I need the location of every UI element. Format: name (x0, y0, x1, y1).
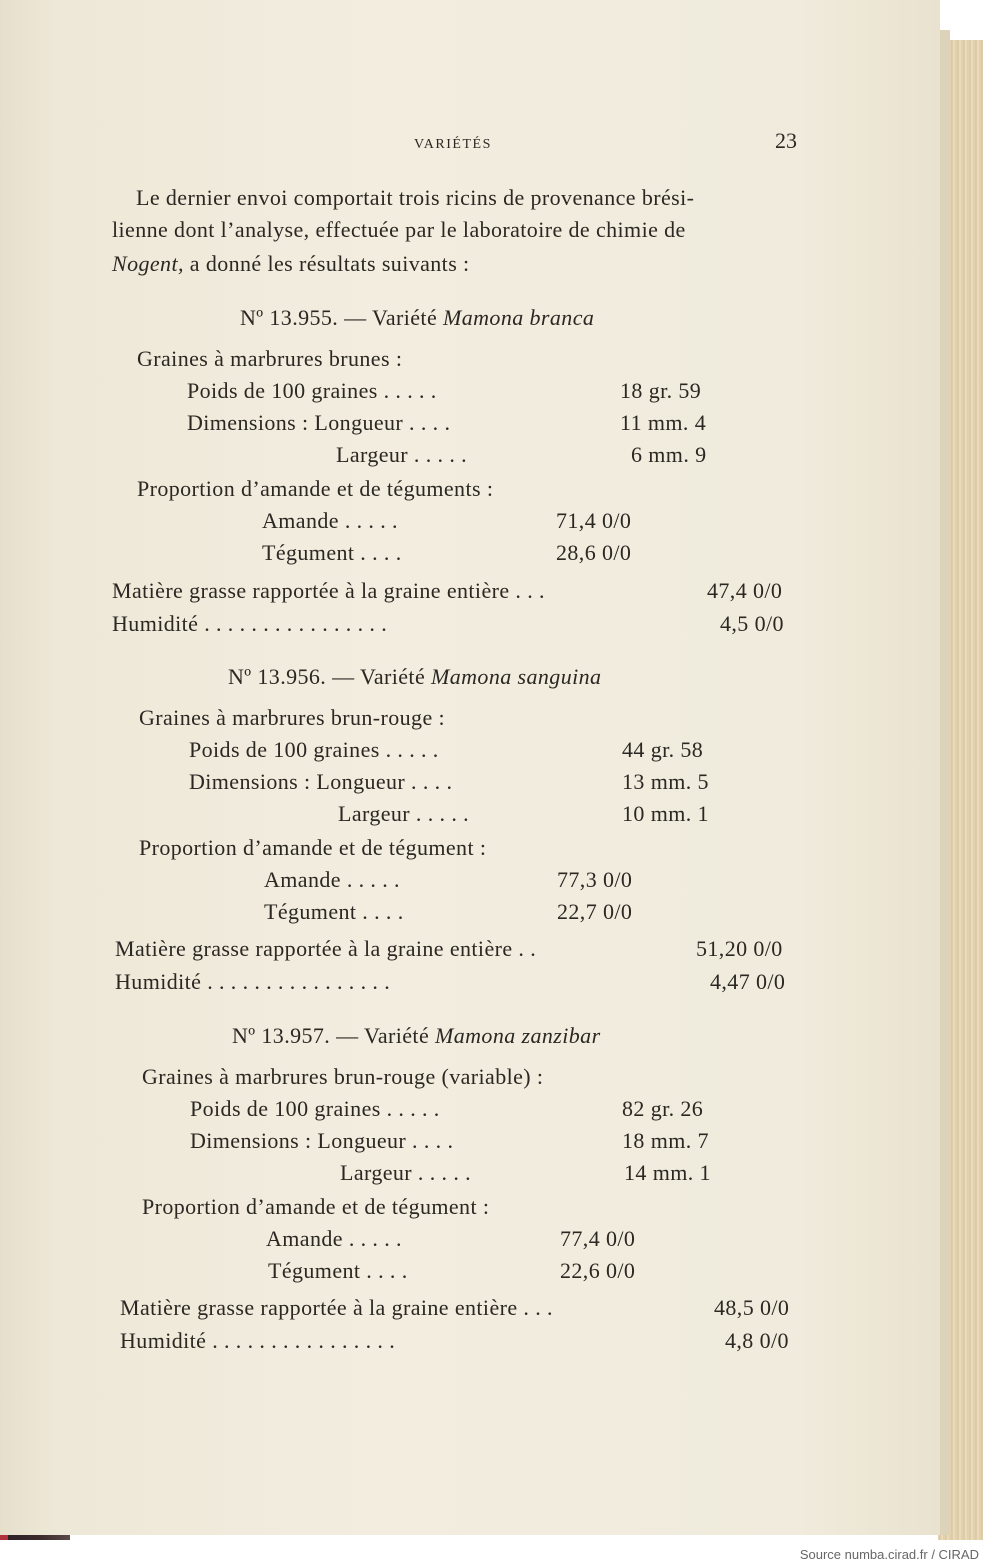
section-2-amande-value: 77,3 0/0 (557, 867, 633, 892)
section-3-humidite-label: Humidité . . . . . . . . . . . . . . . . (120, 1328, 396, 1353)
section-1-number: Nº 13.955. — Variété (240, 305, 444, 330)
section-3-poids-value: 82 gr. 26 (622, 1096, 704, 1121)
section-3-tegument-value: 22,6 0/0 (560, 1258, 636, 1283)
section-1-largeur-label: Largeur . . . . . (336, 442, 468, 467)
section-2-amande-label: Amande . . . . . (264, 867, 400, 892)
intro-line-2: lienne dont l’analyse, effectuée par le laboratoire de chimie de (112, 217, 686, 242)
section-1-amande-label: Amande . . . . . (262, 508, 398, 533)
section-3-largeur-value: 14 mm. 1 (624, 1160, 711, 1185)
section-1-longueur-label: Dimensions : Longueur . . . . (187, 410, 451, 435)
section-3-graines: Graines à marbrures brun-rouge (variable) : (142, 1064, 544, 1089)
section-2-tegument-label: Tégument . . . . (264, 899, 404, 924)
section-3-matiere-label: Matière grasse rapportée à la graine entière . . . (120, 1295, 553, 1320)
section-1-tegument-value: 28,6 0/0 (556, 540, 632, 565)
section-1-matiere-value: 47,4 0/0 (707, 578, 783, 603)
section-2-humidite-value: 4,47 0/0 (710, 969, 786, 994)
section-2-variety: Mamona sanguina (431, 664, 602, 689)
page-number: 23 (775, 128, 797, 153)
section-2-poids-value: 44 gr. 58 (622, 737, 704, 762)
source-credit: Source numba.cirad.fr / CIRAD (799, 1547, 979, 1562)
intro-line-3-rest: a donné les résultats suivants : (183, 251, 470, 276)
section-3-amande-label: Amande . . . . . (266, 1226, 402, 1251)
intro-line-1: Le dernier envoi comportait trois ricins de provenance brési- (136, 185, 695, 210)
section-2-matiere-value: 51,20 0/0 (696, 936, 783, 961)
intro-line-3 (112, 251, 470, 277)
section-2-number: Nº 13.956. — Variété (228, 664, 432, 689)
section-1-poids-label: Poids de 100 graines . . . . . (187, 378, 437, 403)
section-2-humidite-label: Humidité . . . . . . . . . . . . . . . . (115, 969, 391, 994)
section-1-largeur-value: 6 mm. 9 (631, 442, 707, 467)
section-3-amande-value: 77,4 0/0 (560, 1226, 636, 1251)
section-3-title (232, 1023, 601, 1049)
section-3-largeur-label: Largeur . . . . . (340, 1160, 472, 1185)
section-2-proportion: Proportion d’amande et de tégument : (139, 835, 487, 860)
section-1-variety: Mamona branca (443, 305, 595, 330)
section-2-tegument-value: 22,7 0/0 (557, 899, 633, 924)
section-3-humidite-value: 4,8 0/0 (725, 1328, 789, 1353)
section-2-poids-label: Poids de 100 graines . . . . . (189, 737, 439, 762)
section-1-matiere-label: Matière grasse rapportée à la graine entière . . . (112, 578, 545, 603)
section-1-humidite-value: 4,5 0/0 (720, 611, 784, 636)
intro-nogent: Nogent, (112, 251, 184, 276)
section-2-graines: Graines à marbrures brun-rouge : (139, 705, 446, 730)
section-1-proportion: Proportion d’amande et de téguments : (137, 476, 494, 501)
section-1-graines: Graines à marbrures brunes : (137, 346, 403, 371)
section-2-title (228, 664, 601, 690)
section-3-variety: Mamona zanzibar (435, 1023, 601, 1048)
section-1-title (240, 305, 594, 331)
section-2-longueur-value: 13 mm. 5 (622, 769, 709, 794)
section-1-tegument-label: Tégument . . . . (262, 540, 402, 565)
section-2-largeur-label: Largeur . . . . . (338, 801, 470, 826)
section-3-tegument-label: Tégument . . . . (268, 1258, 408, 1283)
section-1-amande-value: 71,4 0/0 (556, 508, 632, 533)
section-2-largeur-value: 10 mm. 1 (622, 801, 709, 826)
section-3-proportion: Proportion d’amande et de tégument : (142, 1194, 490, 1219)
section-3-matiere-value: 48,5 0/0 (714, 1295, 790, 1320)
section-2-longueur-label: Dimensions : Longueur . . . . (189, 769, 453, 794)
section-2-matiere-label: Matière grasse rapportée à la graine entière . . (115, 936, 537, 961)
running-title: VARIÉTÉS (414, 137, 492, 152)
section-3-longueur-label: Dimensions : Longueur . . . . (190, 1128, 454, 1153)
section-3-poids-label: Poids de 100 graines . . . . . (190, 1096, 440, 1121)
section-1-longueur-value: 11 mm. 4 (620, 410, 707, 435)
section-1-humidite-label: Humidité . . . . . . . . . . . . . . . . (112, 611, 388, 636)
section-3-number: Nº 13.957. — Variété (232, 1023, 436, 1048)
section-1-poids-value: 18 gr. 59 (620, 378, 702, 403)
section-3-longueur-value: 18 mm. 7 (622, 1128, 709, 1153)
